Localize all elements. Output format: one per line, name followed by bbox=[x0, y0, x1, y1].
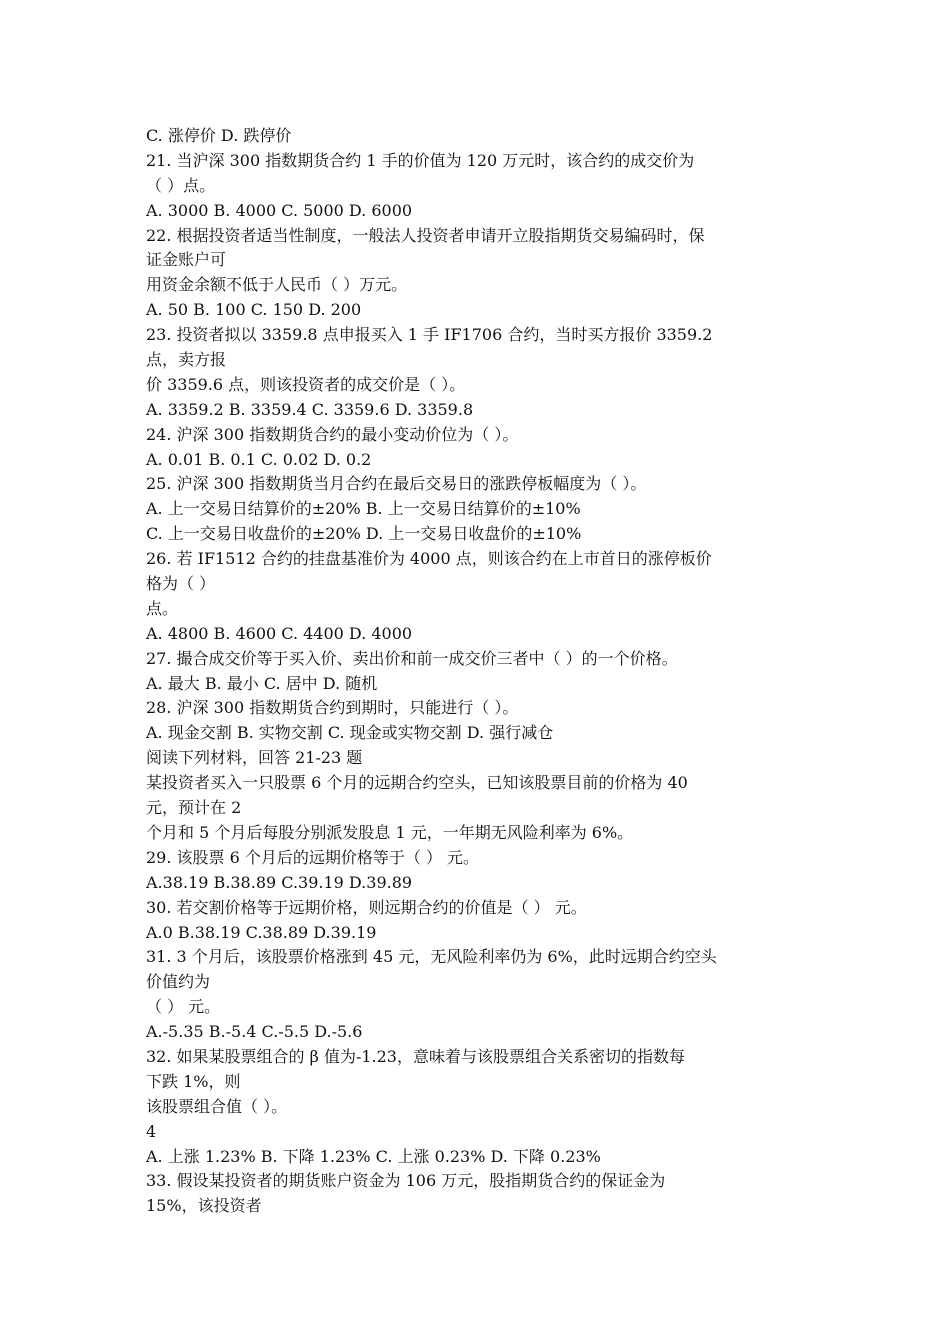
text-line: 价值约为 bbox=[146, 972, 211, 992]
document-text-body bbox=[146, 124, 818, 1219]
text-line: 元，预计在 2 bbox=[146, 798, 242, 818]
text-line: 4 bbox=[146, 1121, 157, 1141]
text-line: 格为（ ） bbox=[146, 574, 216, 594]
text-line: 31. 3 个月后，该股票价格涨到 45 元，无风险利率仍为 6%，此时远期合约空头 bbox=[146, 947, 717, 967]
text-line: A. 现金交割 B. 实物交割 C. 现金或实物交割 D. 强行减仓 bbox=[146, 723, 554, 743]
text-line: 用资金余额不低于人民币（ ）万元。 bbox=[146, 275, 408, 295]
text-line: 29. 该股票 6 个月后的远期价格等于（ ） 元。 bbox=[146, 847, 480, 867]
text-line: 21. 当沪深 300 指数期货合约 1 手的价值为 120 万元时，该合约的成交价为 bbox=[146, 150, 695, 170]
text-line: 28. 沪深 300 指数期货合约到期时，只能进行（ ）。 bbox=[146, 698, 519, 718]
text-line: 该股票组合值（ ）。 bbox=[146, 1096, 288, 1116]
text-line: 23. 投资者拟以 3359.8 点申报买入 1 手 IF1706 合约，当时买方报价 3359.2 bbox=[146, 325, 713, 345]
text-line: A. 0.01 B. 0.1 C. 0.02 D. 0.2 bbox=[146, 449, 372, 469]
text-line: 15%，该投资者 bbox=[146, 1196, 262, 1216]
text-line: 33. 假设某投资者的期货账户资金为 106 万元，股指期货合约的保证金为 bbox=[146, 1171, 666, 1191]
text-line: A. 50 B. 100 C. 150 D. 200 bbox=[146, 300, 362, 320]
text-line: A. 上涨 1.23% B. 下降 1.23% C. 上涨 0.23% D. 下降 0.23% bbox=[146, 1146, 601, 1166]
text-line: C. 上一交易日收盘价的±20% D. 上一交易日收盘价的±10% bbox=[146, 524, 582, 544]
text-line: A. 3359.2 B. 3359.4 C. 3359.6 D. 3359.8 bbox=[146, 399, 474, 419]
text-line: 25. 沪深 300 指数期货当月合约在最后交易日的涨跌停板幅度为（ ）。 bbox=[146, 474, 647, 494]
text-line: 某投资者买入一只股票 6 个月的远期合约空头，已知该股票目前的价格为 40 bbox=[146, 773, 688, 793]
text-line: 32. 如果某股票组合的 β 值为-1.23，意味着与该股票组合关系密切的指数每 bbox=[146, 1046, 685, 1066]
text-line: 阅读下列材料，回答 21-23 题 bbox=[146, 748, 363, 768]
text-line: 30. 若交割价格等于远期价格，则远期合约的价值是（ ） 元。 bbox=[146, 897, 587, 917]
text-line: 22. 根据投资者适当性制度，一般法人投资者申请开立股指期货交易编码时，保 bbox=[146, 225, 705, 245]
text-line: A. 3000 B. 4000 C. 5000 D. 6000 bbox=[146, 200, 413, 220]
text-line: （ ）点。 bbox=[146, 175, 216, 195]
text-line: A.38.19 B.38.89 C.39.19 D.39.89 bbox=[146, 872, 413, 892]
text-line: A.0 B.38.19 C.38.89 D.39.19 bbox=[146, 922, 377, 942]
text-line: A. 4800 B. 4600 C. 4400 D. 4000 bbox=[146, 623, 413, 643]
text-line: C. 涨停价 D. 跌停价 bbox=[146, 126, 292, 145]
text-line: 27. 撮合成交价等于买入价、卖出价和前一成交价三者中（ ）的一个价格。 bbox=[146, 648, 678, 668]
text-line: （ ） 元。 bbox=[146, 997, 221, 1017]
text-line: 证金账户可 bbox=[146, 250, 227, 270]
text-line: 点，卖方报 bbox=[146, 350, 227, 370]
text-line: 价 3359.6 点，则该投资者的成交价是（ ）。 bbox=[146, 374, 466, 394]
text-line: 点。 bbox=[146, 598, 179, 618]
text-line: 26. 若 IF1512 合约的挂盘基准价为 4000 点，则该合约在上市首日的涨停板价 bbox=[146, 549, 712, 569]
text-line: 下跌 1%，则 bbox=[146, 1071, 241, 1091]
text-line: A.-5.35 B.-5.4 C.-5.5 D.-5.6 bbox=[146, 1022, 363, 1042]
text-line: 24. 沪深 300 指数期货合约的最小变动价位为（ ）。 bbox=[146, 424, 519, 444]
text-line: A. 最大 B. 最小 C. 居中 D. 随机 bbox=[146, 673, 378, 693]
text-line: A. 上一交易日结算价的±20% B. 上一交易日结算价的±10% bbox=[146, 499, 581, 519]
text-line: 个月和 5 个月后每股分别派发股息 1 元，一年期无风险利率为 6%。 bbox=[146, 822, 634, 842]
